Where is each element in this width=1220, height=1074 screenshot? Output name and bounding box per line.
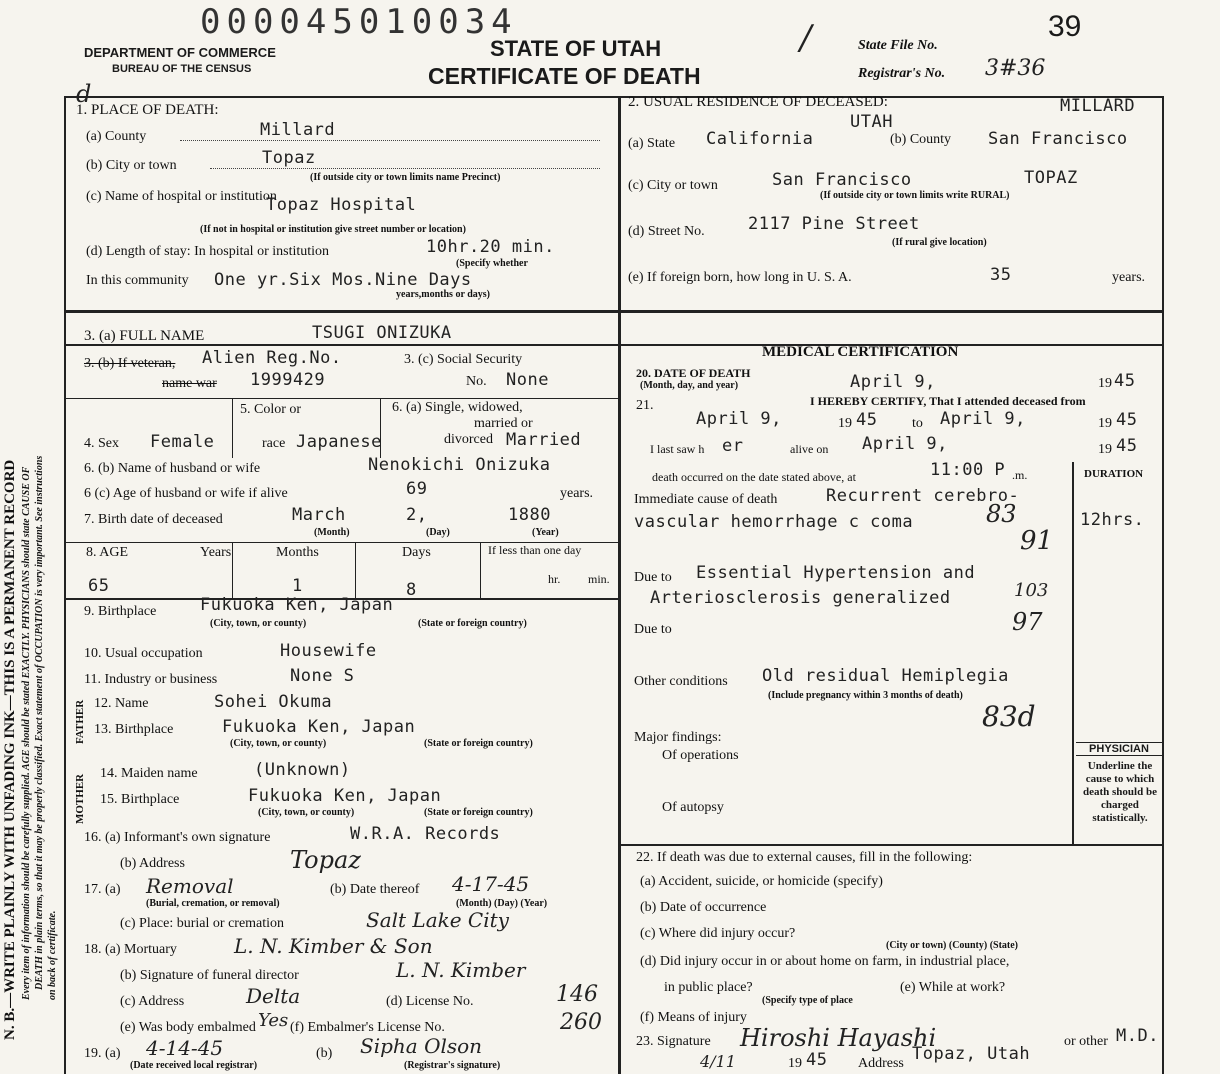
informant-label: 16. (a) Informant's own signature bbox=[84, 830, 271, 845]
residence-state-field: California bbox=[706, 129, 814, 149]
sex-label: 4. Sex bbox=[84, 436, 119, 451]
due-to-2-label: Due to bbox=[634, 622, 672, 637]
major-findings-label: Major findings: bbox=[634, 730, 722, 745]
residence-city-insert: TOPAZ bbox=[1024, 168, 1078, 188]
full-name-label: 3. (a) FULL NAME bbox=[84, 328, 205, 344]
physician-label: PHYSICIAN bbox=[1076, 742, 1162, 756]
city-field: Topaz bbox=[210, 148, 600, 169]
place-burial-field: Salt Lake City bbox=[366, 908, 509, 932]
husband-age-field: 69 bbox=[406, 479, 428, 499]
mortuary-label: 18. (a) Mortuary bbox=[84, 942, 177, 957]
date-of-death-year: 45 bbox=[1114, 371, 1136, 391]
informant-address-label: (b) Address bbox=[120, 856, 185, 871]
certificate-title: CERTIFICATE OF DEATH bbox=[428, 63, 701, 89]
mortuary-field: L. N. Kimber & Son bbox=[234, 934, 433, 958]
community-label: In this community bbox=[86, 273, 189, 288]
sex-field: Female bbox=[150, 432, 215, 452]
immediate-cause-field: Recurrent cerebro- bbox=[826, 486, 1020, 506]
section-divider-1 bbox=[64, 310, 1164, 313]
embalmer-field: 260 bbox=[560, 1010, 602, 1035]
marital-label: 6. (a) Single, widowed, bbox=[392, 400, 523, 415]
birthplace-field: Fukuoka Ken, Japan bbox=[200, 595, 394, 615]
place-burial-label: (c) Place: burial or cremation bbox=[120, 916, 285, 931]
funeral-director-sig-label: (b) Signature of funeral director bbox=[120, 968, 299, 983]
ext-a-label: (a) Accident, suicide, or homicide (specify) bbox=[640, 874, 883, 889]
hospital-label: (c) Name of hospital or institution bbox=[86, 189, 277, 204]
serial-number: 000045010034 bbox=[200, 2, 518, 42]
fd-address-label: (c) Address bbox=[120, 994, 185, 1009]
autopsy-label: Of autopsy bbox=[662, 800, 724, 815]
date-of-death-field: April 9, bbox=[850, 372, 936, 392]
funeral-director-sig: L. N. Kimber bbox=[396, 958, 526, 982]
external-causes-label: 22. If death was due to external causes, fill in the following: bbox=[636, 850, 973, 865]
corner-mark: d bbox=[76, 80, 92, 108]
last-saw-pronoun: er bbox=[722, 436, 744, 456]
mother-name-field: (Unknown) bbox=[254, 760, 351, 780]
age-days: 8 bbox=[406, 580, 417, 600]
occupation-field: Housewife bbox=[280, 641, 377, 661]
stay-label: (d) Length of stay: In hospital or institution bbox=[86, 244, 330, 259]
signature-label: 23. Signature bbox=[636, 1034, 711, 1049]
license-label: (d) License No. bbox=[386, 994, 474, 1009]
attended-from-year: 45 bbox=[856, 410, 878, 430]
residence-state-label: (a) State bbox=[628, 136, 676, 151]
age-label: 8. AGE bbox=[86, 545, 128, 560]
due-to-1-line2: Arteriosclerosis generalized bbox=[650, 588, 951, 608]
physician-note: Underline the cause to which death should be charged statistically. bbox=[1083, 760, 1157, 824]
fd-address-field: Delta bbox=[246, 984, 301, 1008]
county-label: (a) County bbox=[86, 129, 147, 144]
informant-address-field: Topaz bbox=[290, 846, 361, 874]
residence-heading: 2. USUAL RESIDENCE OF DECEASED: bbox=[628, 94, 888, 110]
ss-field: None bbox=[506, 370, 549, 390]
mother-birthplace-field: Fukuoka Ken, Japan bbox=[248, 786, 442, 806]
community-field: One yr.Six Mos.Nine Days bbox=[214, 270, 472, 290]
medical-heading: MEDICAL CERTIFICATION bbox=[762, 344, 959, 360]
department-label: DEPARTMENT OF COMMERCE bbox=[84, 45, 276, 60]
attended-from-date: April 9, bbox=[696, 409, 782, 429]
state-file-number: 39 bbox=[1048, 10, 1082, 43]
sidebar-line-4: on back of certificate. bbox=[47, 910, 58, 1000]
md-label: M.D. bbox=[1116, 1026, 1159, 1046]
birthplace-label: 9. Birthplace bbox=[84, 604, 157, 619]
date-thereof-label: (b) Date thereof bbox=[330, 882, 420, 897]
color-label: 5. Color or bbox=[240, 402, 302, 417]
received-label: 19. (a) bbox=[84, 1046, 121, 1061]
registrar-signature: Sipha Olson bbox=[360, 1034, 483, 1058]
foreign-field: 35 bbox=[990, 265, 1012, 285]
father-name-label: 12. Name bbox=[94, 696, 149, 711]
birth-year: 1880 bbox=[508, 505, 551, 525]
ext-f-label: (f) Means of injury bbox=[640, 1010, 747, 1025]
veteran-label: 3. (b) If veteran, bbox=[84, 356, 176, 371]
residence-city-field: San Francisco bbox=[772, 170, 912, 190]
sidebar-line-1: N. B.—WRITE PLAINLY WITH UNFADING INK—THIS IS A PERMANENT RECORD bbox=[2, 459, 18, 1040]
father-birthplace-field: Fukuoka Ken, Japan bbox=[222, 717, 416, 737]
embalmer-label: (f) Embalmer's License No. bbox=[290, 1020, 445, 1035]
mother-name-label: 14. Maiden name bbox=[100, 766, 198, 781]
county-field: Millard bbox=[180, 120, 600, 141]
ext-b-label: (b) Date of occurrence bbox=[640, 900, 767, 915]
embalmed-field: Yes bbox=[258, 1010, 289, 1031]
residence-county-label: (b) County bbox=[890, 132, 952, 147]
immediate-cause-line2: vascular hemorrhage c coma bbox=[634, 512, 914, 532]
signature-address: Topaz, Utah bbox=[912, 1044, 1031, 1064]
last-saw-year: 45 bbox=[1116, 436, 1138, 456]
place-of-death-heading: 1. PLACE OF DEATH: bbox=[76, 102, 219, 118]
date-thereof-field: 4-17-45 bbox=[452, 872, 530, 896]
race-field: Japanese bbox=[296, 432, 382, 452]
death-time: 11:00 P bbox=[930, 460, 1006, 480]
residence-county-field: San Francisco bbox=[988, 129, 1128, 149]
due-to-1-label: Due to bbox=[634, 570, 672, 585]
mother-label: MOTHER bbox=[74, 773, 86, 824]
age-months: 1 bbox=[292, 576, 303, 596]
street-label: (d) Street No. bbox=[628, 224, 705, 239]
embalmed-label: (e) Was body embalmed bbox=[120, 1020, 256, 1035]
ss-label: 3. (c) Social Security bbox=[404, 352, 523, 367]
father-label: FATHER bbox=[74, 699, 86, 744]
ext-d-label: (d) Did injury occur in or about home on farm, in industrial place, bbox=[640, 954, 1010, 969]
license-field: 146 bbox=[556, 982, 598, 1007]
registrar-number: 3#36 bbox=[985, 56, 1046, 81]
industry-label: 11. Industry or business bbox=[84, 672, 218, 687]
bureau-label: BUREAU OF THE CENSUS bbox=[112, 63, 252, 75]
father-birthplace-label: 13. Birthplace bbox=[94, 722, 174, 737]
other-conditions-field: Old residual Hemiplegia bbox=[762, 666, 1009, 686]
other-conditions-label: Other conditions bbox=[634, 674, 728, 689]
ext-c-label: (c) Where did injury occur? bbox=[640, 926, 796, 941]
residence-county-insert: MILLARD bbox=[1060, 96, 1136, 116]
birth-day: 2, bbox=[406, 505, 428, 525]
foreign-label: (e) If foreign born, how long in U. S. A. bbox=[628, 270, 852, 285]
father-name-field: Sohei Okuma bbox=[214, 692, 333, 712]
residence-state-insert: UTAH bbox=[850, 112, 893, 132]
occupation-label: 10. Usual occupation bbox=[84, 646, 203, 661]
industry-field: None S bbox=[290, 666, 355, 686]
last-saw-date: April 9, bbox=[862, 434, 948, 454]
city-label: (b) City or town bbox=[86, 158, 177, 173]
certify-text: I HEREBY CERTIFY, That I attended deceased from bbox=[810, 394, 1086, 408]
due-to-1-field: Essential Hypertension and bbox=[696, 563, 976, 583]
full-name-field: TSUGI ONIZUKA bbox=[312, 323, 452, 343]
sidebar-line-3: DEATH in plain terms, so that it may be properly classified. Exact statement of OCCUPATION is very important. See instructions bbox=[34, 455, 45, 990]
sidebar-line-2: Every item of information should be carefully supplied. AGE should be stated EXACTLY. PHYSICIANS should state CAUSE OF bbox=[21, 466, 32, 1000]
signature-year: 45 bbox=[806, 1050, 828, 1070]
signature-date: 4/11 bbox=[700, 1052, 736, 1071]
immediate-cause-duration: 12hrs. bbox=[1080, 510, 1145, 530]
operations-label: Of operations bbox=[662, 748, 739, 763]
attended-to-year: 45 bbox=[1116, 410, 1138, 430]
husband-field: Nenokichi Onizuka bbox=[368, 455, 551, 475]
date-of-death-label: 20. DATE OF DEATH bbox=[636, 366, 751, 380]
received-field: 4-14-45 bbox=[146, 1036, 224, 1060]
marital-field: Married bbox=[506, 430, 582, 450]
informant-field: W.R.A. Records bbox=[350, 824, 501, 844]
birth-month: March bbox=[292, 505, 346, 525]
registrar-label: Registrar's No. bbox=[858, 66, 946, 81]
husband-age-label: 6 (c) Age of husband or wife if alive bbox=[84, 486, 288, 501]
hospital-field: Topaz Hospital bbox=[266, 195, 417, 215]
burial-field: Removal bbox=[146, 874, 234, 898]
age-years: 65 bbox=[88, 576, 110, 596]
immediate-cause-label: Immediate cause of death bbox=[634, 492, 778, 507]
residence-city-label: (c) City or town bbox=[628, 178, 718, 193]
mother-birthplace-label: 15. Birthplace bbox=[100, 792, 180, 807]
attended-to-date: April 9, bbox=[940, 409, 1026, 429]
duration-label: DURATION bbox=[1084, 468, 1144, 480]
alien-number: 1999429 bbox=[250, 370, 326, 390]
tick-mark: / bbox=[800, 18, 812, 58]
burial-label: 17. (a) bbox=[84, 882, 121, 897]
state-file-label: State File No. bbox=[858, 38, 938, 53]
ext-e-label: (e) While at work? bbox=[900, 980, 1006, 995]
street-field: 2117 Pine Street bbox=[748, 214, 920, 234]
column-divider bbox=[618, 96, 621, 1074]
alien-label: Alien Reg.No. bbox=[202, 348, 342, 368]
stay-field: 10hr.20 min. bbox=[426, 237, 555, 257]
physician-signature: Hiroshi Hayashi bbox=[740, 1024, 937, 1052]
state-title: STATE OF UTAH bbox=[490, 36, 662, 61]
instruction-sidebar bbox=[0, 0, 60, 1074]
birth-date-label: 7. Birth date of deceased bbox=[84, 512, 223, 527]
husband-label: 6. (b) Name of husband or wife bbox=[84, 461, 261, 476]
